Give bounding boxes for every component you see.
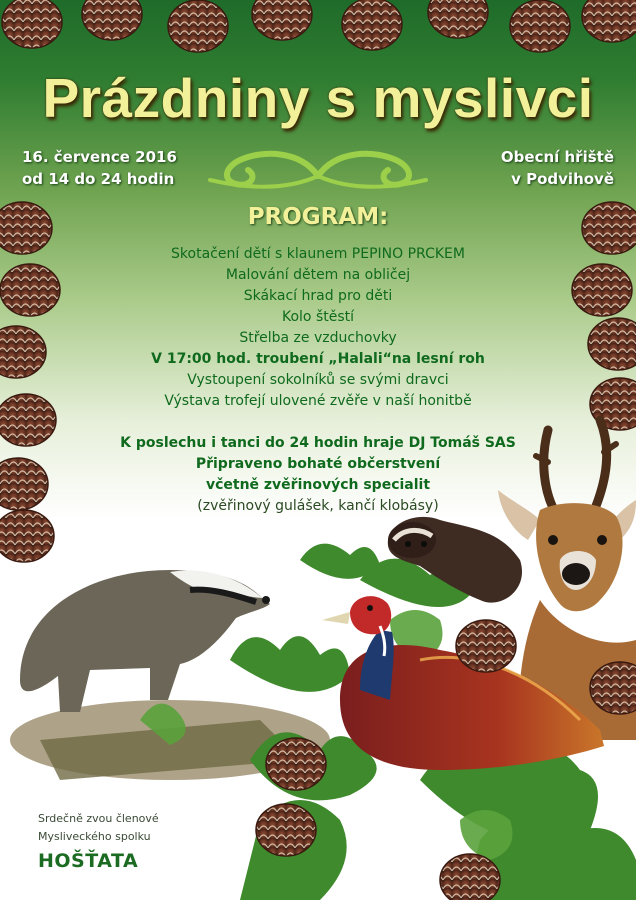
footer-invitation [38, 810, 159, 870]
pine-cones-top [2, 0, 636, 52]
event-time: od 14 do 24 hodin [22, 170, 175, 188]
ornament-swirl [210, 154, 426, 187]
music-line: K poslechu i tanci do 24 hodin hraje DJ Tomáš SAS [120, 435, 516, 451]
specialities-note: (zvěřinový gulášek, kančí klobásy) [197, 498, 439, 514]
specialities-line: včetně zvěřinových specialit [205, 477, 431, 493]
event-place [501, 146, 614, 190]
program-heading: PROGRAM: [247, 204, 389, 230]
refreshment-line: Připraveno bohaté občerstvení [195, 456, 441, 472]
event-place-line2: v Podvihově [511, 170, 614, 188]
footer-line-1: Srdečně zvou členové [38, 812, 159, 825]
event-date: 16. července 2016 [22, 148, 177, 166]
program-item: Vystoupení sokolníků se svými dravci [187, 372, 449, 388]
program-item: Skotačení dětí s klaunem PEPINO PRCKEM [171, 246, 465, 262]
program-item: V 17:00 hod. troubení „Halali“na lesní roh [151, 351, 485, 367]
event-place-line1: Obecní hřiště [500, 148, 614, 166]
program-item: Výstava trofejí ulovené zvěře v naší honitbě [164, 393, 472, 409]
footer-line-2: Mysliveckého spolku [38, 830, 151, 843]
program-item: Kolo štěstí [281, 309, 355, 325]
program-list [108, 244, 528, 517]
program-item: Malování dětem na obličej [225, 267, 411, 283]
pine-cones-left [0, 202, 60, 562]
event-date-time [22, 146, 177, 190]
badger [20, 570, 270, 712]
pine-cones-right [572, 202, 636, 430]
poster-title: Prázdniny s myslivci [42, 67, 594, 129]
organizer-name: HOŠŤATA [38, 850, 139, 872]
program-item: Skákací hrad pro děti [243, 288, 393, 304]
program-item: Střelba ze vzduchovky [239, 330, 397, 346]
